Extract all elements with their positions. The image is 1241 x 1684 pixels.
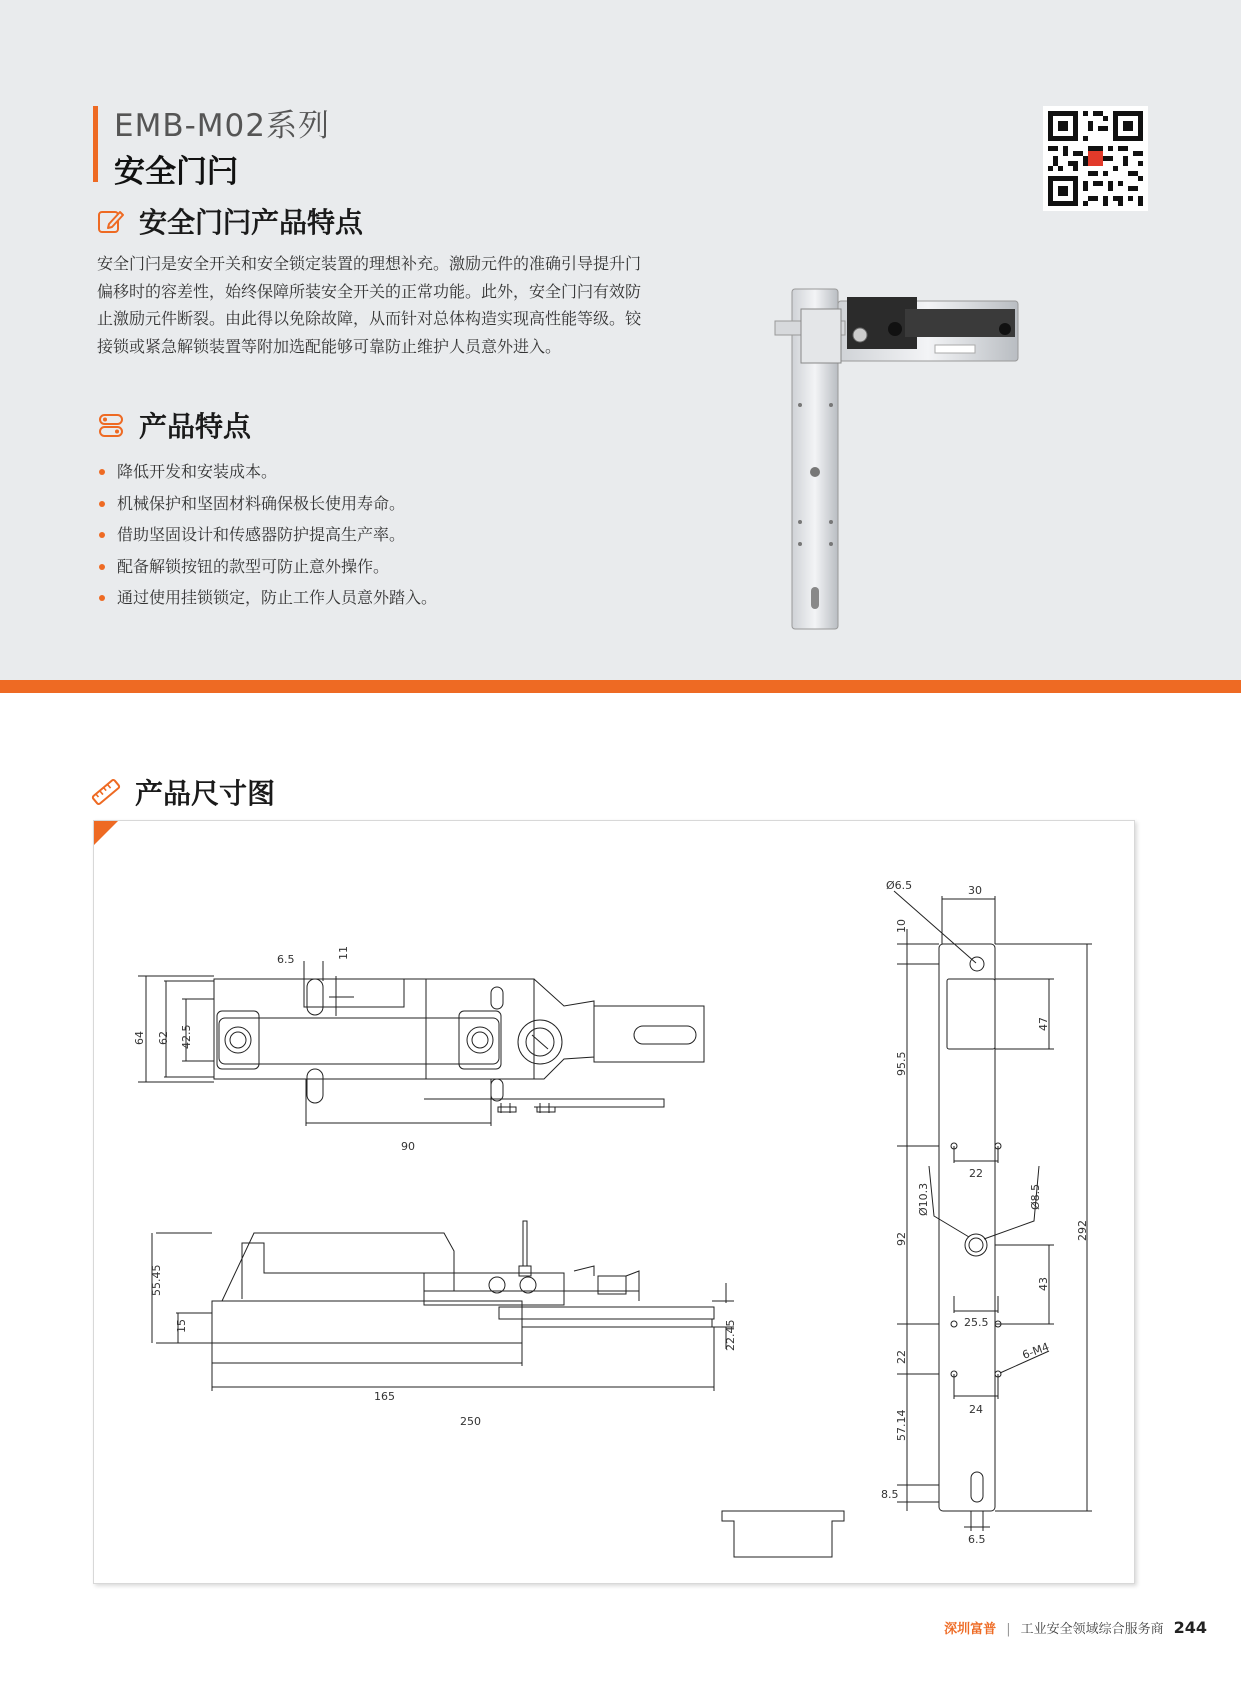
highlights-section-title: 产品特点 [139, 410, 252, 443]
dim-label: Ø6.5 [886, 879, 913, 892]
page-footer [944, 1618, 1207, 1637]
dim-label: 92 [895, 1232, 908, 1246]
dim-label: 22 [895, 1350, 908, 1364]
dim-label: 43 [1037, 1277, 1050, 1291]
dimensions-section-header [91, 772, 275, 812]
dim-label: 10 [895, 919, 908, 933]
dim-label: 11 [337, 946, 350, 960]
product-photo [765, 287, 1025, 632]
dim-label: 15 [175, 1319, 188, 1333]
dim-label: Ø8.5 [1029, 1183, 1042, 1210]
corner-accent [94, 821, 118, 845]
dim-label: 8.5 [881, 1488, 899, 1501]
series-title: EMB-M02系列 [114, 108, 330, 144]
edit-icon [97, 207, 125, 235]
features-icon [97, 411, 125, 439]
dim-label: 42.5 [180, 1024, 193, 1049]
dim-label: 64 [133, 1031, 146, 1045]
qr-code [1043, 106, 1148, 211]
dim-label: 62 [157, 1031, 170, 1045]
footer-separator: | [1006, 1622, 1011, 1637]
dimension-drawing [93, 820, 1135, 1584]
dim-label: 292 [1076, 1220, 1089, 1241]
dim-label: 165 [374, 1390, 395, 1403]
dimensions-section-title: 产品尺寸图 [135, 777, 276, 810]
dim-label: 25.5 [964, 1316, 989, 1329]
accent-band [0, 680, 1241, 693]
list-item: 机械保护和坚固材料确保极长使用寿命。 [97, 488, 437, 520]
dim-label: 250 [460, 1415, 481, 1428]
features-section-header [97, 201, 363, 241]
footer-brand: 深圳富普 [944, 1622, 997, 1637]
list-item: 通过使用挂锁锁定，防止工作人员意外踏入。 [97, 582, 437, 614]
dim-label: 6-M4 [1020, 1340, 1051, 1362]
title-accent-bar [93, 106, 98, 182]
dim-label: 55.45 [150, 1264, 163, 1296]
dim-label: 6.5 [277, 953, 295, 966]
page-number: 244 [1173, 1618, 1207, 1637]
dim-label: 22 [969, 1167, 983, 1180]
dim-label: 30 [968, 884, 982, 897]
product-title: 安全门闩 [114, 154, 238, 190]
dim-label: 90 [401, 1140, 415, 1153]
list-item: 借助坚固设计和传感器防护提高生产率。 [97, 519, 437, 551]
list-item: 配备解锁按钮的款型可防止意外操作。 [97, 551, 437, 583]
dim-label: 57.14 [895, 1409, 908, 1441]
dim-label: 95.5 [895, 1051, 908, 1076]
ruler-icon [91, 777, 121, 807]
footer-tagline: 工业安全领域综合服务商 [1020, 1622, 1164, 1637]
highlights-section-header [97, 405, 251, 445]
dim-label: 24 [969, 1403, 983, 1416]
dim-label: Ø10.3 [917, 1182, 930, 1216]
features-section-title: 安全门闩产品特点 [139, 206, 364, 239]
dim-label: 6.5 [968, 1533, 986, 1546]
intro-paragraph: 安全门闩是安全开关和安全锁定装置的理想补充。激励元件的准确引导提升门偏移时的容差性，始终保障所装安全开关的正常功能。此外，安全门闩有效防止激励元件断裂。由此得以免除故障，从而针对总体构造实现高性能等级。铰接锁或紧急解锁装置等附加选配能够可靠防止维护人员意外进入。 [97, 254, 642, 356]
list-item: 降低开发和安装成本。 [97, 456, 437, 488]
features-list [97, 456, 437, 614]
dim-label: 22.45 [724, 1319, 737, 1351]
dim-label: 47 [1037, 1017, 1050, 1031]
